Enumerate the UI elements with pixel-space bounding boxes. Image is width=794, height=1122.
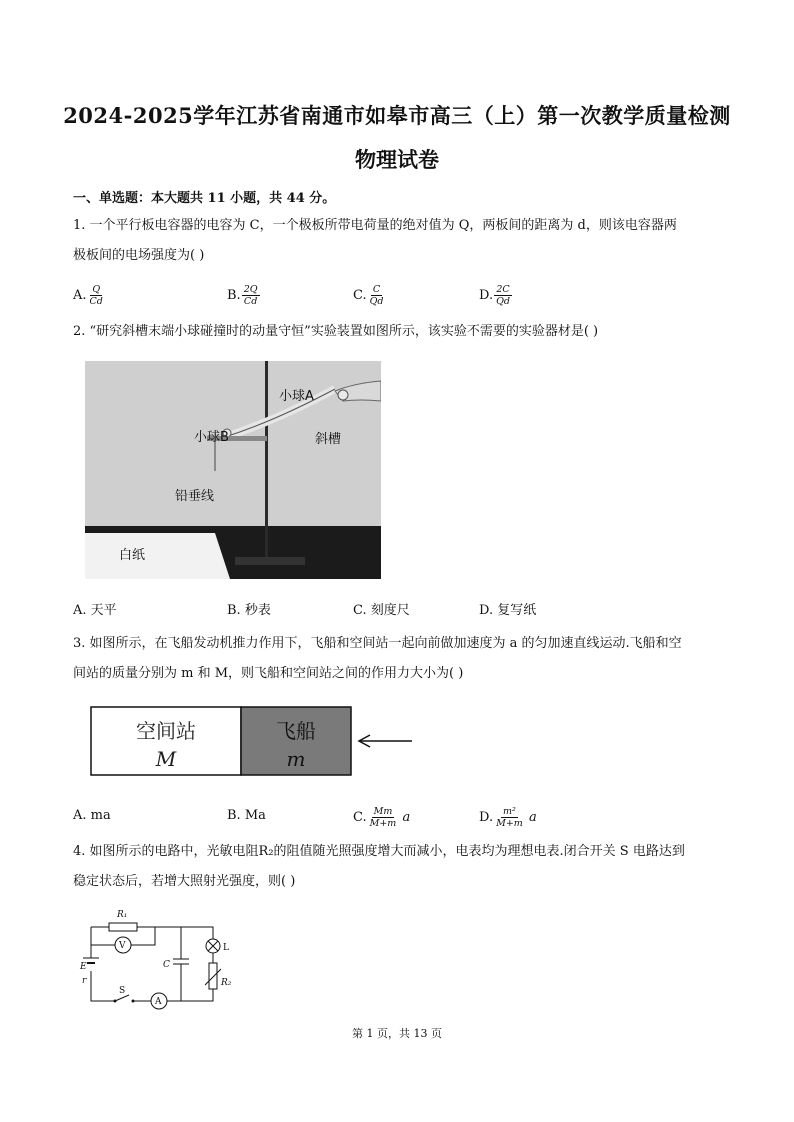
q3-option-c-tail: a [402, 810, 411, 825]
q1-option-b [227, 284, 260, 307]
q1-option-c [353, 284, 386, 307]
q3-option-d-num: m² [503, 806, 516, 817]
lamp-cross [208, 941, 218, 951]
ship-label: 飞船 [276, 719, 316, 743]
q3-option-c [353, 806, 410, 829]
q1-option-a-num: Q [92, 284, 101, 295]
q3-option-c-den: M+m [369, 818, 397, 829]
q4-line2: 稳定状态后，若增大照射光强度，则( ) [73, 874, 296, 889]
q3-option-c-num: Mm [373, 806, 393, 817]
switch-contact [132, 1000, 135, 1003]
q2-option-d: D. 复写纸 [479, 603, 537, 618]
q1-option-d-label: D. [479, 288, 494, 303]
page-footer: 第 1 页，共 13 页 [352, 1027, 442, 1040]
q1-option-b-label: B. [227, 288, 241, 303]
label-paper: 白纸 [119, 548, 146, 563]
wire-left-bottom [91, 971, 115, 1001]
q1-option-d-num: 2C [496, 284, 510, 295]
label-r: r [82, 976, 87, 986]
q2-option-c: C. 刻度尺 [353, 603, 410, 618]
label-a: A [155, 997, 162, 1007]
r2-arrow [205, 969, 221, 985]
capacitor [173, 959, 189, 964]
q1-line2: 极板间的电场强度为( ) [73, 248, 205, 263]
q1-option-a-den: Cd [89, 296, 103, 307]
wire-volt-right [131, 927, 155, 945]
experiment-photo [85, 361, 381, 579]
resistor-r1 [109, 923, 137, 931]
label-e: E [80, 962, 87, 972]
q3-line2: 间站的质量分别为 m 和 M，则飞船和空间站之间的作用力大小为( ) [73, 666, 464, 681]
circuit-diagram [77, 903, 247, 1013]
q1-option-c-num: C [372, 284, 381, 295]
label-s: S [119, 986, 126, 996]
q1-option-c-label: C. [353, 288, 367, 303]
ship-mass-label: m [286, 747, 306, 771]
switch-pivot [114, 1000, 117, 1003]
station-label: 空间站 [136, 719, 196, 743]
q1-option-b-den: Cd [243, 296, 258, 307]
q3-option-a: A. ma [73, 808, 111, 823]
q3-option-d-den: M+m [496, 818, 523, 829]
station-mass-label: M [155, 747, 177, 771]
label-ball-a: 小球A [279, 389, 314, 404]
q2-option-a: A. 天平 [73, 603, 117, 618]
label-ramp: 斜槽 [315, 432, 342, 447]
spacecraft-figure [90, 706, 420, 786]
q1-option-c-den: Qd [369, 296, 384, 307]
label-l: L [223, 943, 229, 953]
stand-pole [265, 361, 268, 561]
q3-line1: 3. 如图所示，在飞船发动机推力作用下，飞船和空间站一起向前做加速度为 a 的匀加速直线运动.飞船和空 [73, 636, 682, 651]
q1-option-a-label: A. [73, 288, 87, 303]
exam-subtitle: 物理试卷 [355, 147, 439, 172]
label-c: C [163, 960, 170, 970]
q1-option-d [479, 284, 512, 307]
q2-option-b: B. 秒表 [227, 603, 271, 618]
label-r2: R₂ [221, 978, 232, 988]
q3-option-c-label: C. [353, 810, 367, 825]
q4-line1: 4. 如图所示的电路中，光敏电阻R₂的阻值随光照强度增大而减小，电表均为理想电表.闭合开关 S 电路达到 [73, 844, 685, 859]
wire-right-bottom [167, 989, 213, 1001]
label-v: V [119, 941, 126, 951]
q3-option-d-label: D. [479, 810, 494, 825]
q2-line1: 2. “研究斜槽末端小球碰撞时的动量守恒”实验装置如图所示，该实验不需要的实验器材是( ) [73, 324, 599, 339]
q1-option-d-den: Qd [496, 296, 510, 307]
stand-base [235, 557, 305, 565]
label-ball-b: 小球B [194, 430, 229, 445]
q1-line1: 1. 一个平行板电容器的电容为 C，一个极板所带电荷量的绝对值为 Q，两板间的距离为 d，则该电容器两 [73, 218, 677, 233]
label-r1: R₁ [117, 910, 128, 920]
label-plumb: 铅垂线 [175, 489, 215, 504]
resistor-r2 [209, 963, 217, 989]
q1-option-b-num: 2Q [243, 284, 258, 295]
wire-top-right [137, 927, 213, 939]
q3-option-d [479, 806, 537, 829]
q1-option-a [73, 284, 105, 307]
section-heading: 一、单选题：本大题共 11 小题，共 44 分。 [73, 191, 336, 206]
white-paper [85, 533, 230, 579]
q3-option-d-tail: a [528, 810, 537, 825]
q3-option-b: B. Ma [227, 808, 266, 823]
ball-a [338, 390, 348, 400]
exam-title: 2024-2025学年江苏省南通市如皋市高三（上）第一次教学质量检测 [63, 103, 731, 128]
